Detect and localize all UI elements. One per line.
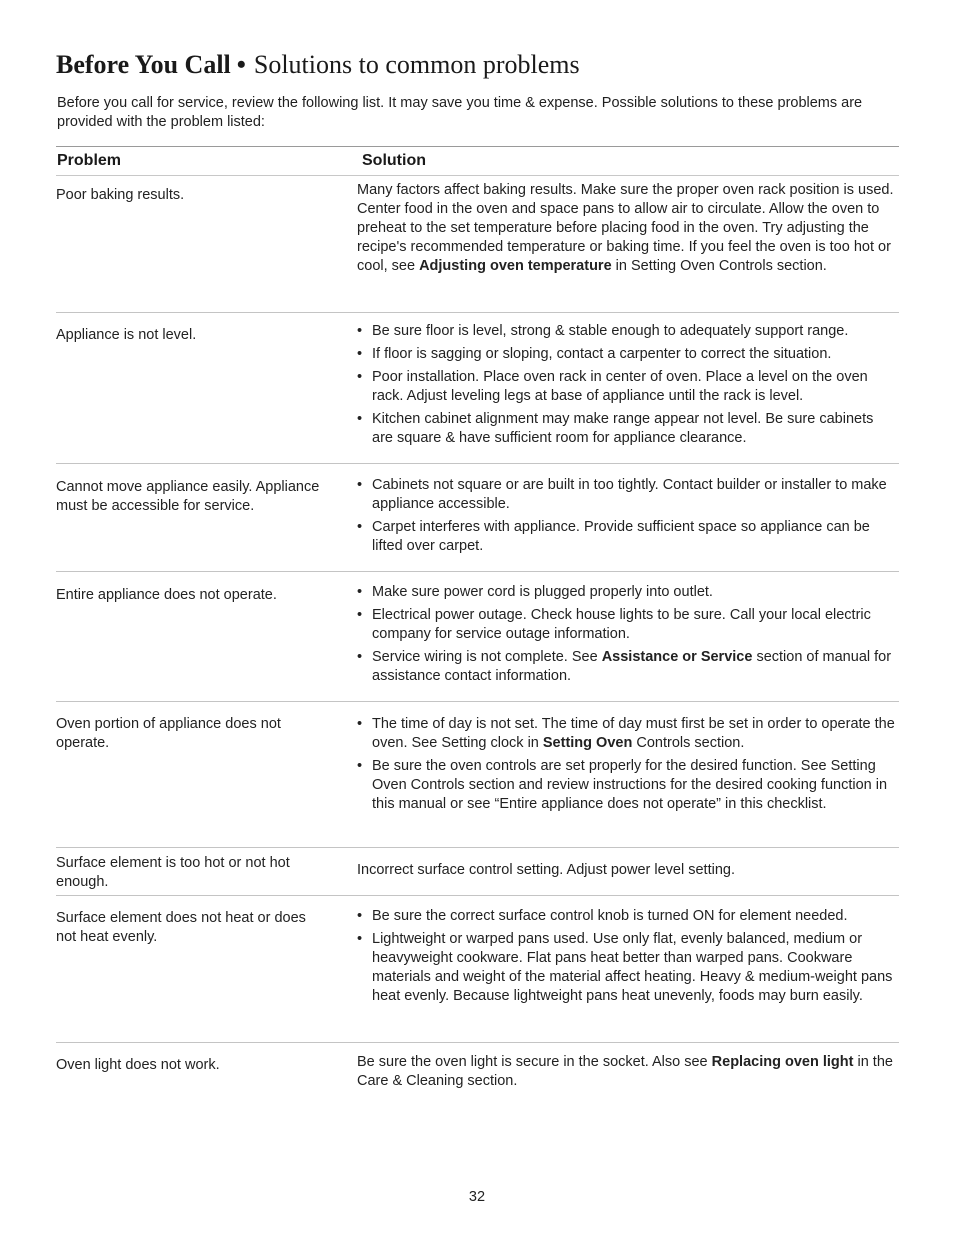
bullet-icon: • [357, 606, 363, 623]
page-number: 32 [468, 1189, 486, 1205]
problem-cell: Poor baking results. [56, 187, 185, 203]
solution-bullet-item [357, 757, 897, 814]
solution-cell [357, 476, 897, 556]
text-run: If floor is sagging or sloping, contact a carpenter to correct the situation. [372, 345, 832, 362]
bullet-icon: • [357, 757, 363, 774]
solution-cell [357, 1053, 897, 1091]
table-row [56, 464, 899, 572]
problem-cell: Cannot move appliance easily. Appliance must be accessible for service. [56, 479, 320, 514]
solution-list [357, 322, 897, 447]
solution-list [357, 907, 897, 1006]
text-run: Lightweight or warped pans used. Use only flat, evenly balanced, medium or heavyweight cookware. Flat pans heat better than warped pans. Cookware materials and weight of the material affect heating. Heavy & medium-weight pans heat evenly. Because lightweight pans heat unevenly, foods may burn easily. [372, 930, 893, 1004]
solution-bullet-item [357, 368, 897, 406]
text-run: Carpet interferes with appliance. Provide sufficient space so appliance can be lifted over carpet. [372, 518, 870, 554]
bullet-icon: • [357, 908, 363, 924]
intro-paragraph: Before you call for service, review the following list. It may save you time & expense. Possible solutions to these problems are provided with the problem listed: [57, 95, 863, 130]
solution-cell [357, 907, 897, 1006]
solution-list [357, 476, 897, 556]
solution-bullet-item [357, 606, 897, 644]
solution-bullet-item [357, 410, 897, 448]
solution-bullet-item [357, 583, 897, 602]
table-row [56, 896, 899, 1043]
solution-bullet-item [357, 648, 897, 686]
problem-cell: Appliance is not level. [56, 327, 197, 343]
bullet-icon: • [357, 930, 363, 947]
column-header-solution: Solution [362, 152, 426, 169]
text-run: section of manual for assistance contact information. [372, 648, 892, 684]
emphasis-text: Assistance or Service [601, 648, 753, 665]
bullet-icon: • [357, 648, 363, 665]
text-run: Many factors affect baking results. Make sure the proper oven rack position is used. Center food in the oven and space pans to allow air to circulate. Allow the oven to preheat to the set temperature before placing food in the oven. Try adjusting the recipe's recommended temperature or baking time. If you feel the oven is too hot or cool, see [357, 182, 894, 274]
solution-cell [357, 181, 897, 276]
bullet-icon: • [357, 584, 363, 600]
text-run: Poor installation. Place oven rack in center of oven. Place a level on the oven rack. Adjust leveling legs at base of appliance until the rack is level. [372, 368, 868, 404]
solution-bullet-item [357, 518, 897, 556]
table-header [56, 147, 899, 176]
solution-cell [357, 861, 897, 880]
table-row [56, 1043, 899, 1103]
solution-cell [357, 583, 897, 686]
problem-cell: Surface element does not heat or does not heat evenly. [56, 910, 306, 945]
emphasis-text: Adjusting oven temperature [419, 257, 612, 274]
emphasis-text: Replacing oven light [711, 1054, 854, 1070]
text-run: Be sure the correct surface control knob is turned ON for element needed. [372, 908, 848, 924]
solution-bullet-item [357, 476, 897, 514]
bullet-icon: • [357, 477, 363, 493]
problem-cell: Oven light does not work. [56, 1057, 220, 1073]
table-row [56, 572, 899, 702]
title-bold: Before You Call [56, 50, 231, 79]
solution-bullet-item [357, 930, 897, 1006]
bullet-icon: • [357, 368, 363, 385]
text-run: The time of day is not set. The time of day must first be set in order to operate the oven. See Setting clock in [372, 716, 895, 751]
solution-list [357, 583, 897, 686]
solution-bullet-item [357, 715, 897, 753]
problem-cell: Oven portion of appliance does not operate. [56, 716, 281, 751]
bullet-icon: • [357, 345, 363, 362]
text-run: Be sure floor is level, strong & stable enough to adequately support range. [372, 323, 849, 339]
column-header-problem: Problem [57, 152, 122, 169]
solution-list [357, 715, 897, 814]
text-run: in Setting Oven Controls section. [611, 257, 827, 274]
text-run: Be sure the oven controls are set properly for the desired function. See Setting Oven Controls section and review instructions for the desired cooking function in this manual or see “Entire appliance does not operate” in this checklist. [372, 757, 888, 812]
solution-bullet-item [357, 345, 897, 364]
bullet-icon: • [357, 518, 363, 535]
table-row [56, 176, 899, 313]
solution-bullet-item [357, 907, 897, 926]
solution-cell [357, 715, 897, 814]
solution-bullet-item [357, 322, 897, 341]
bullet-icon: • [357, 323, 363, 339]
problem-cell: Entire appliance does not operate. [56, 587, 277, 603]
text-run: Electrical power outage. Check house lights to be sure. Call your local electric company for service outage information. [372, 606, 871, 642]
text-run: Cabinets not square or are built in too tightly. Contact builder or installer to make appliance accessible. [372, 477, 887, 512]
page-title [56, 50, 580, 80]
problem-cell: Surface element is too hot or not hot enough. [56, 855, 290, 890]
emphasis-text: Setting Oven [542, 734, 633, 751]
table-row [56, 848, 899, 896]
solution-cell [357, 322, 897, 447]
table-row [56, 313, 899, 464]
text-run: Controls section. [632, 734, 745, 751]
text-run: in the Care & Cleaning section. [357, 1054, 893, 1089]
text-run: Kitchen cabinet alignment may make range appear not level. Be sure cabinets are square & have sufficient room for appliance clearance. [372, 410, 874, 446]
text-run: Be sure the oven light is secure in the socket. Also see [357, 1054, 712, 1070]
troubleshooting-table [56, 146, 899, 1103]
title-separator: • [236, 50, 246, 79]
text-run: Service wiring is not complete. See [372, 648, 602, 665]
text-run: Incorrect surface control setting. Adjust power level setting. [357, 862, 735, 878]
bullet-icon: • [357, 716, 363, 732]
text-run: Make sure power cord is plugged properly into outlet. [372, 584, 713, 600]
title-subtitle: Solutions to common problems [253, 50, 580, 79]
bullet-icon: • [357, 410, 363, 427]
table-row [56, 702, 899, 848]
